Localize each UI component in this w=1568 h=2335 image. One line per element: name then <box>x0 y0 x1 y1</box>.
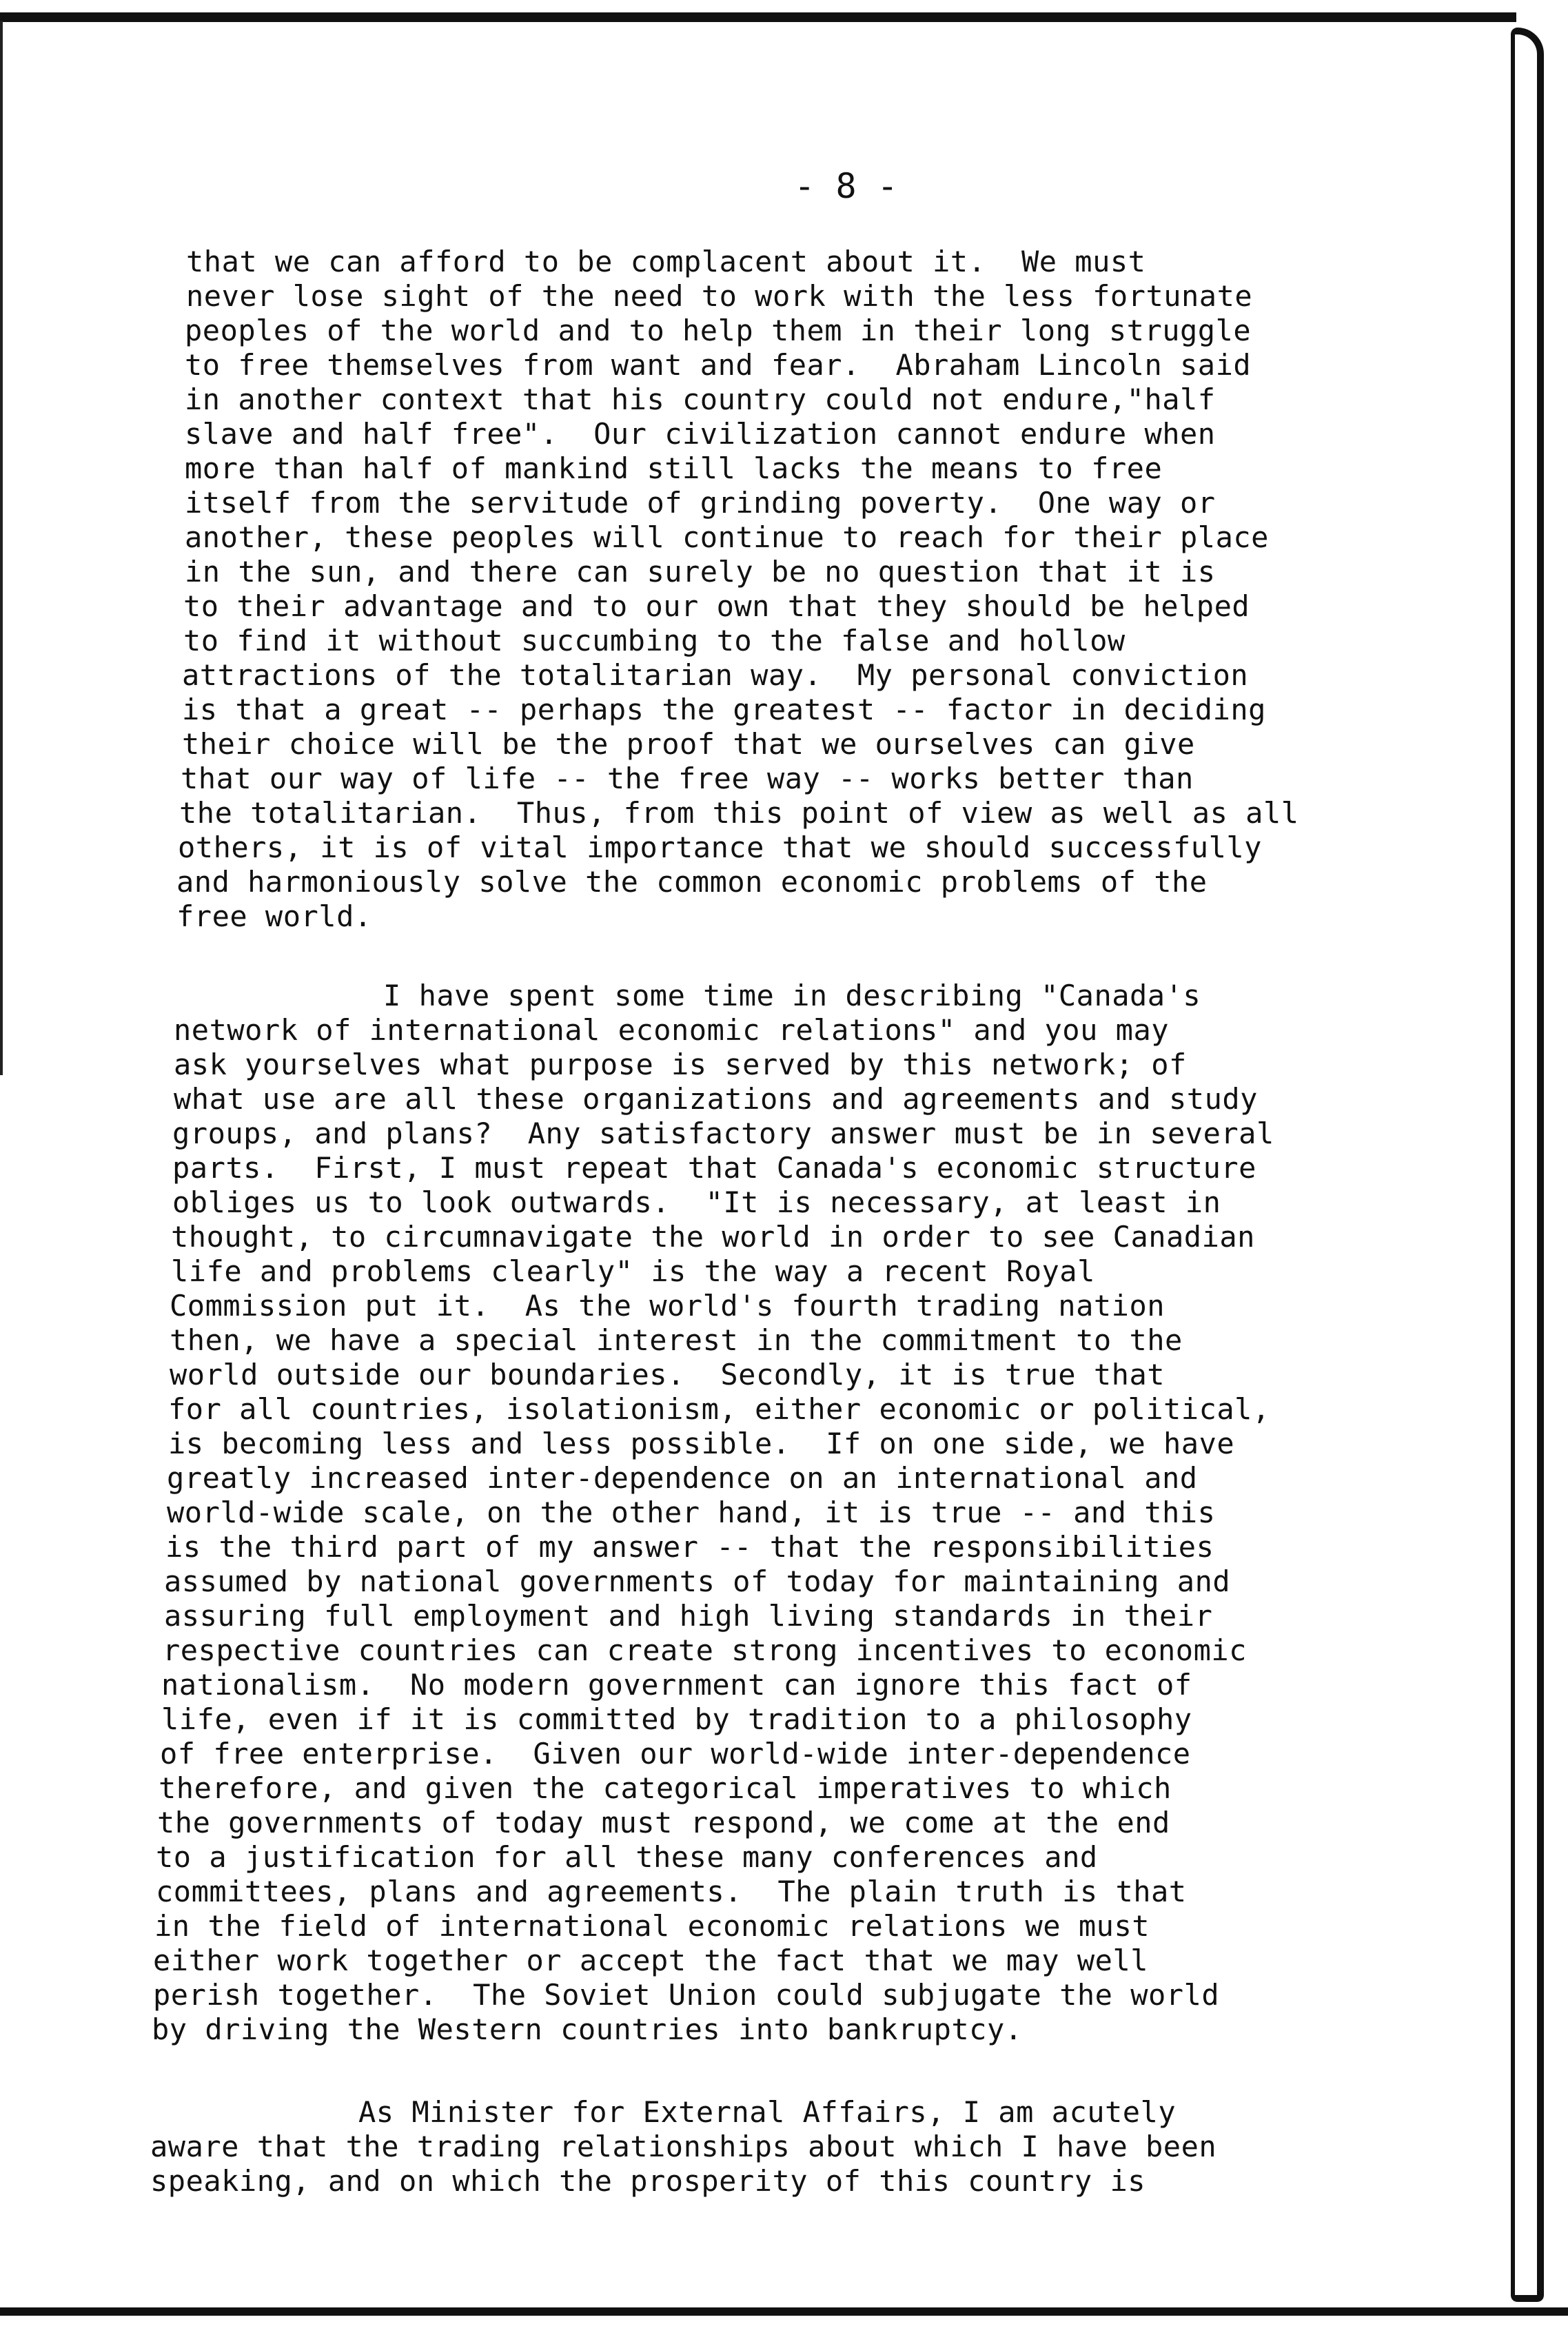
text-line: the governments of today must respond, we come at the end <box>157 1806 1170 1839</box>
text-line: that we can afford to be complacent about it. We must <box>186 245 1146 278</box>
text-line: network of international economic relations" and you may <box>174 1013 1170 1047</box>
text-line: slave and half free". Our civilization cannot endure when <box>185 417 1216 451</box>
text-line: thought, to circumnavigate the world in order to see Canadian <box>171 1220 1255 1254</box>
text-line: parts. First, I must repeat that Canada's economic structure <box>172 1151 1256 1185</box>
binder-edge <box>1511 28 1544 2302</box>
text-line: in the field of international economic relations we must <box>154 1909 1150 1943</box>
bottom-border-rule <box>0 2307 1568 2316</box>
text-line: free world. <box>176 899 372 933</box>
text-line: speaking, and on which the prosperity of this country is <box>150 2164 1146 2198</box>
text-line: never lose sight of the need to work with the less fortunate <box>186 279 1253 313</box>
text-line: aware that the trading relationships about which I have been <box>150 2130 1217 2163</box>
text-line: to a justification for all these many conferences and <box>156 1840 1098 1874</box>
text-line: Commission put it. As the world's fourth trading nation <box>170 1289 1165 1323</box>
text-line: more than half of mankind still lacks the means to free <box>185 451 1163 485</box>
text-line: greatly increased inter-dependence on an international and <box>167 1461 1198 1495</box>
text-line: their choice will be the proof that we ourselves can give <box>182 727 1195 761</box>
text-line: then, we have a special interest in the commitment to the <box>170 1323 1183 1357</box>
text-line: for all countries, isolationism, either economic or political, <box>168 1392 1270 1426</box>
text-line: either work together or accept the fact that we may well <box>153 1944 1149 1977</box>
text-line: As Minister for External Affairs, I am acutely <box>358 2095 1177 2129</box>
top-border-rule <box>0 12 1516 22</box>
text-line: ask yourselves what purpose is served by this network; of <box>174 1048 1187 1081</box>
text-line: is becoming less and less possible. If on one side, we have <box>168 1427 1235 1460</box>
text-line: obliges us to look outwards. "It is necessary, at least in <box>172 1185 1221 1219</box>
text-line: I have spent some time in describing "Canada's <box>383 979 1201 1012</box>
text-line: of free enterprise. Given our world-wide inter-dependence <box>160 1737 1191 1771</box>
text-line: world outside our boundaries. Secondly, it is true that <box>170 1358 1165 1391</box>
text-line: assuring full employment and high living standards in their <box>164 1599 1213 1633</box>
text-line: life and problems clearly" is the way a recent Royal <box>171 1254 1095 1288</box>
text-line: committees, plans and agreements. The plain truth is that <box>156 1875 1187 1908</box>
text-line: attractions of the totalitarian way. My personal conviction <box>182 658 1249 692</box>
text-line: what use are all these organizations and agreements and study <box>174 1082 1258 1116</box>
text-line: peoples of the world and to help them in their long struggle <box>185 314 1252 347</box>
text-line: therefore, and given the categorical imperatives to which <box>159 1771 1172 1805</box>
text-line: in another context that his country could not endure,"half <box>185 383 1216 416</box>
text-line: is that a great -- perhaps the greatest -- factor in deciding <box>182 693 1266 726</box>
text-line: the totalitarian. Thus, from this point of view as well as all <box>179 796 1299 830</box>
text-line: another, these peoples will continue to reach for their place <box>185 520 1269 554</box>
text-line: to find it without succumbing to the false and hollow <box>183 624 1126 657</box>
text-line: in the sun, and there can surely be no question that it is <box>185 555 1216 589</box>
text-line: respective countries can create strong incentives to economic <box>163 1633 1247 1667</box>
text-line: by driving the Western countries into bankruptcy. <box>152 2012 1023 2046</box>
text-line: itself from the servitude of grinding poverty. One way or <box>185 486 1216 520</box>
text-line: that our way of life -- the free way -- works better than <box>181 762 1194 795</box>
left-margin-rule <box>0 21 3 1075</box>
text-line: to their advantage and to our own that they should be helped <box>183 589 1250 623</box>
text-line: others, it is of vital importance that we should successfully <box>178 830 1262 864</box>
text-line: groups, and plans? Any satisfactory answer must be in several <box>172 1116 1274 1150</box>
page-number: - 8 - <box>794 166 898 206</box>
text-line: and harmoniously solve the common economic problems of the <box>176 865 1208 899</box>
text-line: is the third part of my answer -- that the responsibilities <box>165 1530 1214 1564</box>
text-line: world-wide scale, on the other hand, it is true -- and this <box>167 1496 1216 1529</box>
text-line: life, even if it is committed by tradition to a philosophy <box>161 1702 1192 1736</box>
text-line: assumed by national governments of today for maintaining and <box>164 1564 1231 1598</box>
text-line: nationalism. No modern government can ignore this fact of <box>161 1668 1192 1702</box>
text-line: perish together. The Soviet Union could subjugate the world <box>153 1978 1220 2012</box>
text-line: to free themselves from want and fear. Abraham Lincoln said <box>185 348 1252 382</box>
